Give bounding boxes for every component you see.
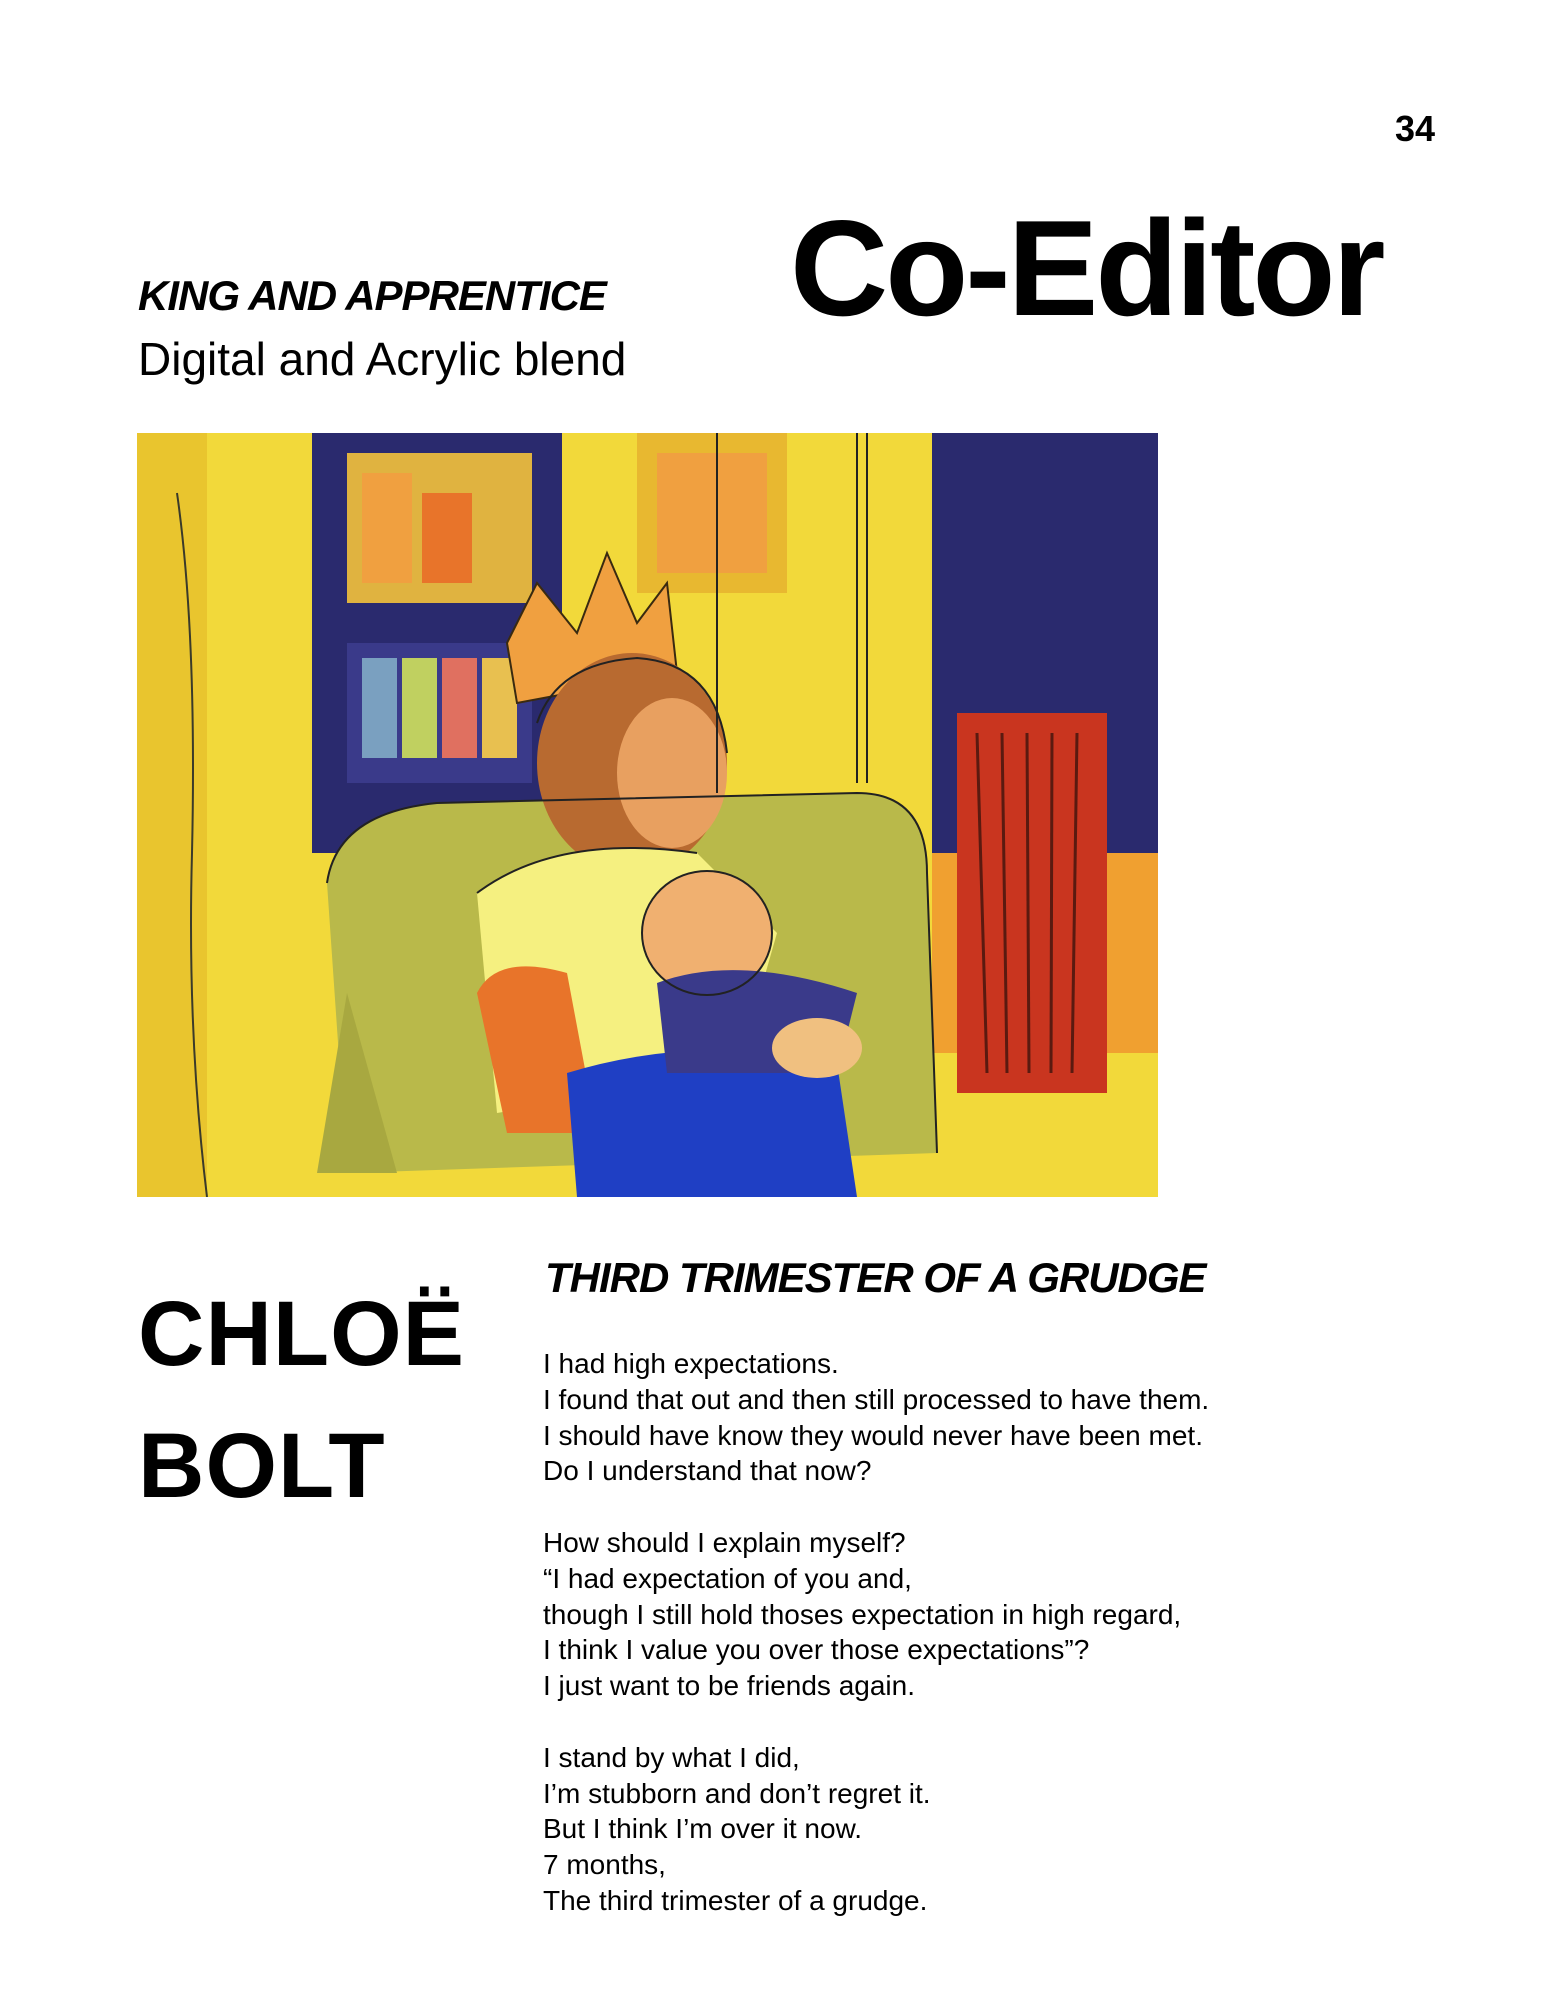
poem-stanza	[543, 1525, 1209, 1704]
poem-line: 7 months,	[543, 1849, 666, 1881]
poem-line: I’m stubborn and don’t regret it.	[543, 1777, 931, 1809]
poem-line: though I still hold thoses expectation in high regard,	[543, 1598, 1182, 1630]
poem-line: I stand by what I did,	[543, 1741, 800, 1773]
poem-line: The third trimester of a grudge.	[543, 1884, 928, 1916]
author-first-name: CHLOË	[138, 1283, 465, 1385]
author-name	[138, 1268, 465, 1532]
poem-line: But I think I’m over it now.	[543, 1813, 863, 1845]
artwork-title: KING AND APPRENTICE	[138, 272, 606, 319]
artwork-image	[137, 433, 1158, 1197]
poem-line: I think I value you over those expectations”?	[543, 1634, 1090, 1666]
author-last-name: BOLT	[138, 1415, 386, 1517]
page-number: 34	[1395, 108, 1436, 149]
poem-title: THIRD TRIMESTER OF A GRUDGE	[545, 1254, 1206, 1301]
poem-line: I found that out and then still processed to have them.	[543, 1383, 1210, 1415]
artwork-medium: Digital and Acrylic blend	[138, 333, 627, 385]
poem-line: I had high expectations.	[543, 1348, 839, 1379]
poem-line: How should I explain myself?	[543, 1526, 906, 1558]
poem-line: “I had expectation of you and,	[543, 1562, 912, 1594]
poem-line: I should have know they would never have been met.	[543, 1419, 1203, 1451]
poem-stanza	[543, 1346, 1209, 1489]
poem-body	[543, 1346, 1209, 1955]
poem-line: I just want to be friends again.	[543, 1670, 915, 1702]
poem-line: Do I understand that now?	[543, 1455, 872, 1487]
section-label: Co-Editor	[790, 192, 1383, 344]
poem-stanza	[543, 1740, 1209, 1919]
